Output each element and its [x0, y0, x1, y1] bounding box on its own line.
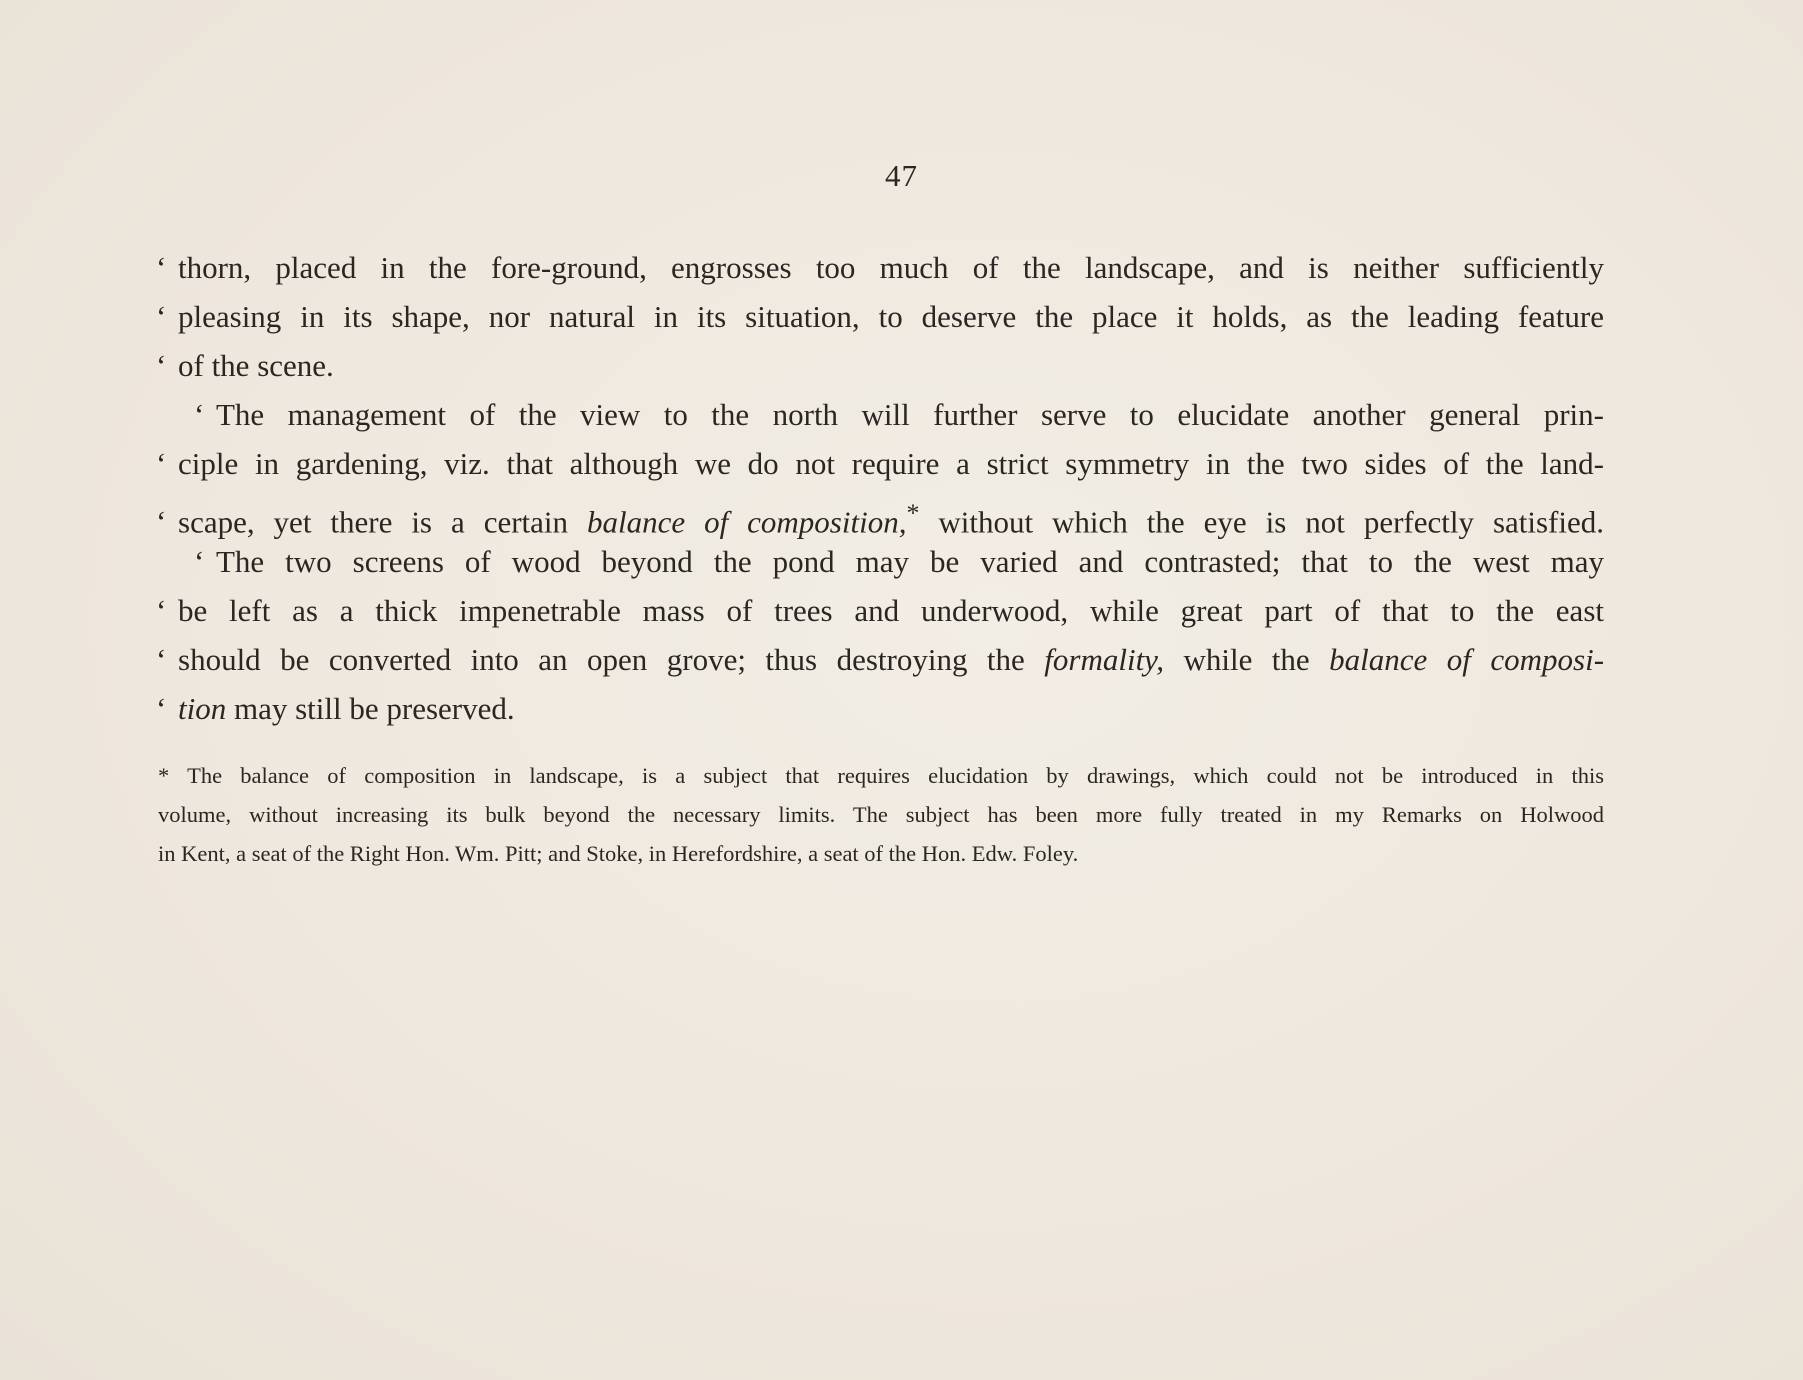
body-line-10: ‘ tion may still be preserved.	[158, 684, 1604, 733]
body-line-7: ‘ The two screens of wood beyond the pond may be varied and contrasted; that to the west may	[158, 537, 1604, 586]
body-text	[158, 243, 1604, 733]
quote-mark: ‘	[194, 544, 205, 579]
body-line-8: ‘ be left as a thick impenetrable mass of trees and underwood, while great part of that to the east	[158, 586, 1604, 635]
quote-mark: ‘	[156, 642, 167, 677]
page-number: 47	[885, 158, 918, 193]
quote-mark: ‘	[156, 593, 167, 628]
footnote	[158, 756, 1604, 873]
italic-phrase: balance of composition,	[586, 504, 907, 540]
footnote-line-3: in Kent, a seat of the Right Hon. Wm. Pitt; and Stoke, in Herefordshire, a seat of the Hon. Edw. Foley.	[158, 841, 1079, 866]
quote-mark: ‘	[156, 250, 167, 285]
body-line-9: ‘ should be converted into an open grove; thus destroying the formality, while the balance of composi-	[158, 635, 1604, 684]
quote-mark: ‘	[156, 691, 167, 726]
body-line-2: ‘ pleasing in its shape, nor natural in its situation, to deserve the place it holds, as the leading feature	[158, 292, 1604, 341]
quote-mark: ‘	[156, 348, 167, 383]
quote-mark: ‘	[156, 504, 167, 540]
body-line-3: ‘ of the scene.	[158, 341, 1604, 390]
body-line-1: ‘ thorn, placed in the fore-ground, engrosses too much of the landscape, and is neither sufficiently	[158, 243, 1604, 292]
footnote-line-2: volume, without increasing its bulk beyond the necessary limits. The subject has been more fully treated in my Remarks on Holwood	[158, 802, 1604, 827]
quote-mark: ‘	[156, 299, 167, 334]
body-line-4: ‘ The management of the view to the north will further serve to elucidate another general prin-	[158, 390, 1604, 439]
footnote-line-1: * The balance of composition in landscape, is a subject that requires elucidation by drawings, which could not be introduced in this	[158, 763, 1604, 788]
italic-phrase: tion	[178, 691, 227, 726]
quote-mark: ‘	[194, 397, 205, 432]
body-line-6: ‘ scape, yet there is a certain balance of composition,* without which the eye is not perfectly satisfied.	[158, 488, 1604, 537]
italic-phrase: balance of composi-	[1329, 642, 1605, 677]
body-line-5: ‘ ciple in gardening, viz. that although we do not require a strict symmetry in the two sides of the land-	[158, 439, 1604, 488]
footnote-marker: *	[906, 498, 920, 527]
quote-mark: ‘	[156, 446, 167, 481]
italic-phrase: formality,	[1044, 642, 1164, 677]
